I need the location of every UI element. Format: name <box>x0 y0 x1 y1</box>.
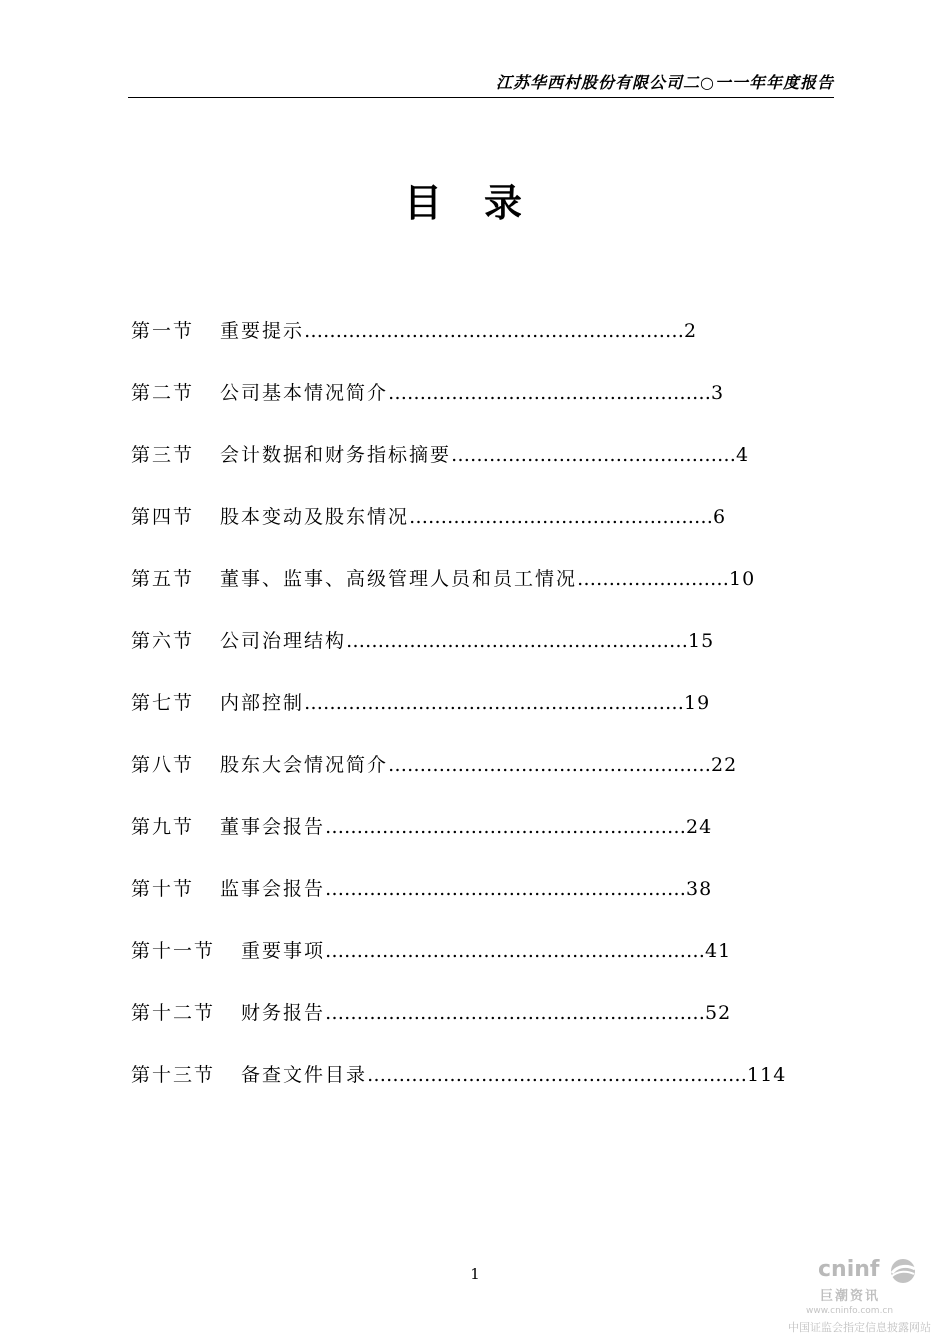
toc-title: 股本变动及股东情况 <box>220 506 410 528</box>
toc-leader: …………………………………………………… <box>325 940 706 962</box>
toc-title: 内部控制 <box>220 692 305 714</box>
toc-section: 第二节 <box>131 382 195 404</box>
toc-leader: …………………… <box>577 568 730 590</box>
watermark-url: www.cninfo.com.cn <box>806 1306 894 1316</box>
toc-title: 会计数据和财务指标摘要 <box>220 444 452 466</box>
toc-page: 2 <box>684 320 698 342</box>
toc-page: 15 <box>688 630 715 652</box>
toc-page: 114 <box>747 1064 787 1086</box>
toc-title: 公司基本情况简介 <box>220 382 389 404</box>
toc-row[interactable] <box>131 564 755 594</box>
toc-title: 财务报告 <box>241 1002 326 1024</box>
toc-section: 第七节 <box>131 692 195 714</box>
toc-page: 41 <box>705 940 732 962</box>
page-title: 目录 <box>403 180 564 225</box>
page-number: 1 <box>470 1265 480 1283</box>
toc-row[interactable] <box>131 688 710 718</box>
toc-title: 公司治理结构 <box>220 630 347 652</box>
toc-row[interactable] <box>131 812 712 842</box>
toc-title: 董事会报告 <box>220 816 326 838</box>
toc-section: 第六节 <box>131 630 195 652</box>
toc-page: 24 <box>686 816 713 838</box>
toc-section: 第八节 <box>131 754 195 776</box>
toc-section: 第十节 <box>131 878 195 900</box>
toc-leader: …………………………………………………… <box>304 692 685 714</box>
toc-section: 第十二节 <box>131 1002 216 1024</box>
page-header <box>128 70 834 98</box>
toc-page: 10 <box>729 568 756 590</box>
toc-title: 重要提示 <box>220 320 305 342</box>
swoosh-icon <box>888 1257 918 1285</box>
toc-section: 第十三节 <box>131 1064 216 1086</box>
toc-section: 第九节 <box>131 816 195 838</box>
toc-row[interactable] <box>131 626 714 656</box>
toc-row[interactable] <box>131 1060 786 1090</box>
toc-row[interactable] <box>131 316 697 346</box>
toc-title: 股东大会情况简介 <box>220 754 389 776</box>
watermark-brand: cninf <box>818 1257 880 1282</box>
toc-leader: …………………………………………………… <box>304 320 685 342</box>
toc-leader: …………………………………………… <box>388 382 712 404</box>
toc-section: 第四节 <box>131 506 195 528</box>
toc-row[interactable] <box>131 378 724 408</box>
toc-row[interactable] <box>131 874 712 904</box>
toc-leader: ………………………………………………… <box>325 816 687 838</box>
header-text: 江苏华西村股份有限公司二○一一年年度报告 <box>496 73 834 92</box>
toc-row[interactable] <box>131 998 731 1028</box>
toc-row[interactable] <box>131 502 726 532</box>
toc-title: 监事会报告 <box>220 878 326 900</box>
toc-page: 19 <box>684 692 711 714</box>
toc-page: 6 <box>713 506 727 528</box>
toc-title: 重要事项 <box>241 940 326 962</box>
toc-row[interactable] <box>131 440 749 470</box>
toc-leader: ………………………………………… <box>409 506 714 528</box>
toc-section: 第三节 <box>131 444 195 466</box>
toc-section: 第一节 <box>131 320 195 342</box>
toc-section: 第五节 <box>131 568 195 590</box>
toc-leader: ………………………………………………… <box>325 878 687 900</box>
cninfo-watermark <box>788 1255 940 1340</box>
watermark-footer: 中国证监会指定信息披露网站 <box>788 1321 931 1334</box>
watermark-brand-cn: 巨潮资讯 <box>820 1289 881 1304</box>
toc-title: 备查文件目录 <box>241 1064 368 1086</box>
toc-leader: …………………………………………………… <box>367 1064 748 1086</box>
toc-section: 第十一节 <box>131 940 216 962</box>
toc-page: 38 <box>686 878 713 900</box>
toc-leader: …………………………………………………… <box>325 1002 706 1024</box>
toc-leader: ……………………………………………… <box>346 630 689 652</box>
toc-title: 董事、监事、高级管理人员和员工情况 <box>220 568 578 590</box>
toc-page: 22 <box>711 754 738 776</box>
toc-page: 52 <box>705 1002 732 1024</box>
toc-row[interactable] <box>131 750 737 780</box>
toc-leader: …………………………………………… <box>388 754 712 776</box>
toc-page: 4 <box>736 444 750 466</box>
toc-leader: ……………………………………… <box>451 444 737 466</box>
toc-page: 3 <box>711 382 725 404</box>
toc-row[interactable] <box>131 936 731 966</box>
